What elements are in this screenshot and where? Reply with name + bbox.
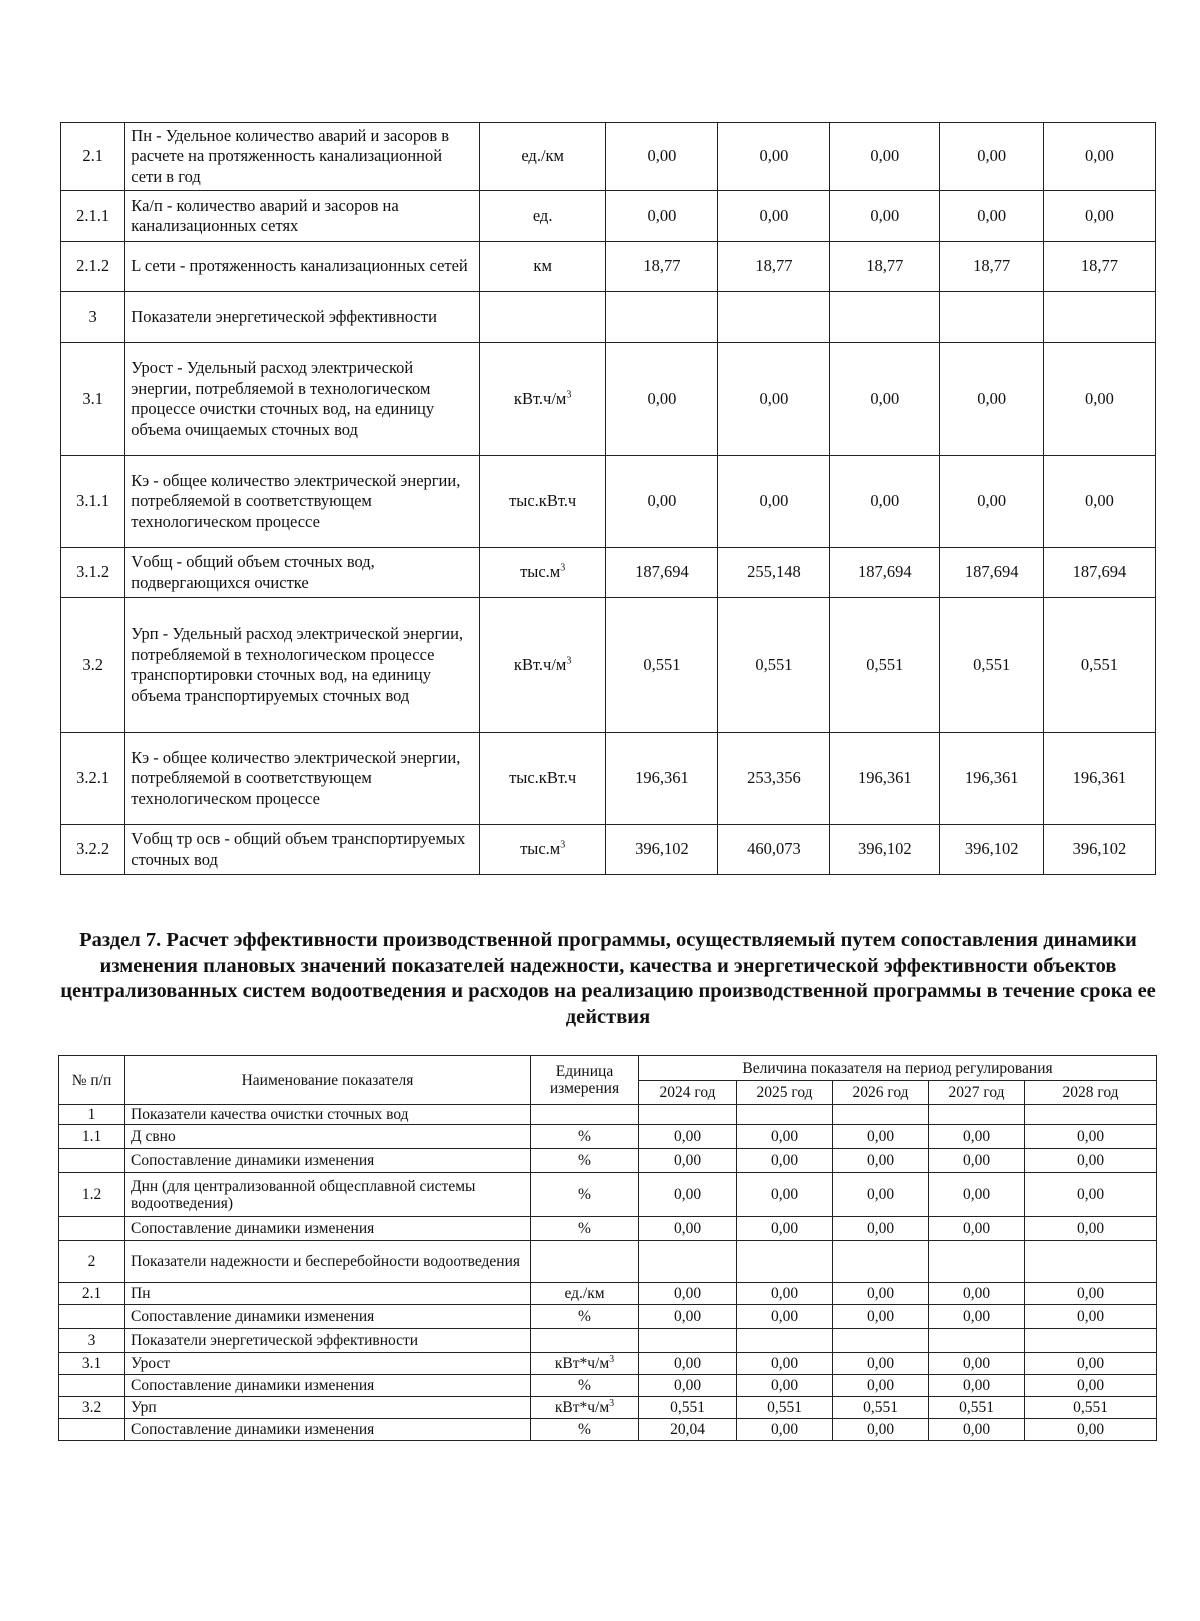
value-2026 [833, 1105, 929, 1125]
value-2025: 0,00 [737, 1173, 833, 1217]
table-row [59, 1419, 1157, 1441]
value-2026: 0,00 [833, 1217, 929, 1241]
indicator-name: Сопоставление динамики изменения [125, 1217, 531, 1241]
unit-cell [531, 1353, 639, 1375]
value-2024: 0,551 [639, 1397, 737, 1419]
value-2024: 0,00 [639, 1283, 737, 1305]
value-2028: 0,00 [1025, 1283, 1157, 1305]
value-2027: 0,00 [940, 191, 1044, 242]
value-2027: 0,00 [929, 1125, 1025, 1149]
value-2026: 0,551 [833, 1397, 929, 1419]
value-2028: 0,00 [1043, 191, 1155, 242]
row-number: 2.1 [59, 1283, 125, 1305]
value-2026: 0,00 [833, 1125, 929, 1149]
unit-text: % [578, 1186, 591, 1203]
value-2026: 0,00 [830, 456, 940, 548]
value-2026 [833, 1241, 929, 1283]
indicator-name: Пн [125, 1283, 531, 1305]
row-number: 2 [59, 1241, 125, 1283]
indicator-name: Сопоставление динамики изменения [125, 1149, 531, 1173]
value-2024: 0,00 [606, 456, 718, 548]
indicator-name: Пн - Удельное количество аварий и засоров в расчете на протяженность канализационной сети в год [125, 123, 480, 191]
value-2025: 0,00 [718, 123, 830, 191]
unit-cell [479, 548, 606, 598]
row-number [59, 1419, 125, 1441]
value-2027: 396,102 [940, 825, 1044, 875]
value-2024: 0,00 [639, 1375, 737, 1397]
value-2025: 0,00 [737, 1419, 833, 1441]
value-2028: 0,00 [1043, 343, 1155, 456]
value-2026: 0,00 [833, 1419, 929, 1441]
table-row [61, 733, 1156, 825]
indicator-name: Показатели энергетической эффективности [125, 1329, 531, 1353]
section-heading: Раздел 7. Расчет эффективности производственной программы, осуществляемый путем сопоставления динамики изменения плановых значений показателей надежности, качества и энергетической эффективности объектов централизованных систем водоотведения и расходов на реализацию производственной программы в течение срока ее действия [60, 929, 1156, 1028]
row-number: 2.1.1 [61, 191, 125, 242]
table-row [61, 548, 1156, 598]
unit-text: % [578, 1128, 591, 1145]
value-2024: 0,00 [606, 123, 718, 191]
value-2026: 0,00 [833, 1375, 929, 1397]
indicator-name: Сопоставление динамики изменения [125, 1419, 531, 1441]
table-row [59, 1397, 1157, 1419]
value-2027: 0,00 [940, 123, 1044, 191]
indicator-name: Показатели качества очистки сточных вод [125, 1105, 531, 1125]
table-row [61, 825, 1156, 875]
table-row [61, 343, 1156, 456]
value-2028: 196,361 [1043, 733, 1155, 825]
row-number: 3.2.1 [61, 733, 125, 825]
indicator-name: Урп [125, 1397, 531, 1419]
indicator-name: Показатели надежности и бесперебойности водоотведения [125, 1241, 531, 1283]
value-2025: 460,073 [718, 825, 830, 875]
value-2028: 0,00 [1025, 1353, 1157, 1375]
value-2026: 196,361 [830, 733, 940, 825]
value-2027: 0,551 [929, 1397, 1025, 1419]
unit-cell [479, 191, 606, 242]
value-2027: 0,00 [929, 1173, 1025, 1217]
value-2025: 0,00 [737, 1353, 833, 1375]
row-number: 3.2 [59, 1397, 125, 1419]
row-number: 3.1.1 [61, 456, 125, 548]
row-number [59, 1217, 125, 1241]
indicator-name: L сети - протяженность канализационных сетей [125, 242, 480, 292]
value-2027: 0,00 [929, 1375, 1025, 1397]
unit-cell [531, 1173, 639, 1217]
value-2025: 0,00 [737, 1125, 833, 1149]
row-number: 1 [59, 1105, 125, 1125]
unit-cell [531, 1329, 639, 1353]
value-2024 [639, 1329, 737, 1353]
value-2024: 18,77 [606, 242, 718, 292]
value-2024: 0,00 [639, 1305, 737, 1329]
value-2025: 0,00 [737, 1375, 833, 1397]
header-year-2024: 2024 год [639, 1081, 737, 1105]
value-2028: 18,77 [1043, 242, 1155, 292]
unit-text: ед./км [564, 1285, 605, 1302]
value-2026: 0,00 [830, 343, 940, 456]
table-row [61, 242, 1156, 292]
unit-text: кВт*ч/м [554, 1355, 610, 1372]
indicator-name: Урост [125, 1353, 531, 1375]
unit-text: кВт.ч/м [513, 654, 567, 674]
unit-superscript: 3 [566, 655, 572, 667]
table-row [59, 1217, 1157, 1241]
value-2026: 396,102 [830, 825, 940, 875]
value-2027 [929, 1241, 1025, 1283]
unit-text: % [578, 1152, 591, 1169]
row-number: 3.1.2 [61, 548, 125, 598]
value-2028: 0,00 [1025, 1173, 1157, 1217]
header-number: № п/п [59, 1056, 125, 1105]
value-2028: 0,551 [1025, 1397, 1157, 1419]
unit-text: тыс.кВт.ч [509, 768, 577, 788]
unit-cell [531, 1397, 639, 1419]
unit-cell [531, 1305, 639, 1329]
indicator-name: Кэ - общее количество электрической энергии, потребляемой в соответствующем технологическом процессе [125, 733, 480, 825]
value-2025: 0,00 [737, 1305, 833, 1329]
efficiency-table [58, 1055, 1157, 1441]
value-2025: 255,148 [718, 548, 830, 598]
value-2026: 0,00 [833, 1283, 929, 1305]
value-2028 [1025, 1105, 1157, 1125]
row-number: 2.1.2 [61, 242, 125, 292]
header-year-2028: 2028 год [1025, 1081, 1157, 1105]
unit-cell [531, 1375, 639, 1397]
table-row [59, 1353, 1157, 1375]
value-2028: 396,102 [1043, 825, 1155, 875]
table-row [61, 598, 1156, 733]
value-2028: 0,551 [1043, 598, 1155, 733]
indicator-name: Vобщ тр осв - общий объем транспортируемых сточных вод [125, 825, 480, 875]
value-2027: 0,551 [940, 598, 1044, 733]
value-2028: 0,00 [1025, 1375, 1157, 1397]
table-row [61, 456, 1156, 548]
table-row [59, 1329, 1157, 1353]
header-period: Величина показателя на период регулирования [639, 1056, 1157, 1081]
indicator-name: Vобщ - общий объем сточных вод, подвергающихся очистке [125, 548, 480, 598]
row-number: 3.1 [59, 1353, 125, 1375]
value-2025: 0,00 [718, 456, 830, 548]
value-2026: 0,00 [833, 1149, 929, 1173]
table-row [59, 1283, 1157, 1305]
value-2026: 0,00 [830, 123, 940, 191]
value-2024: 20,04 [639, 1419, 737, 1441]
unit-text: % [578, 1421, 591, 1438]
row-number: 2.1 [61, 123, 125, 191]
indicator-name: Кэ - общее количество электрической энергии, потребляемой в соответствующем технологическом процессе [125, 456, 480, 548]
value-2027: 0,00 [929, 1419, 1025, 1441]
value-2028 [1043, 292, 1155, 343]
unit-cell [531, 1419, 639, 1441]
indicator-name: Показатели энергетической эффективности [125, 292, 480, 343]
value-2026: 18,77 [830, 242, 940, 292]
row-number: 3.2.2 [61, 825, 125, 875]
indicator-name: Ка/п - количество аварий и засоров на канализационных сетях [125, 191, 480, 242]
row-number: 3.2 [61, 598, 125, 733]
value-2028: 0,00 [1025, 1149, 1157, 1173]
unit-cell [479, 242, 606, 292]
header-unit: Единица измерения [531, 1056, 639, 1105]
indicator-name: Урост - Удельный расход электрической энергии, потребляемой в технологическом процессе очистки сточных вод, на единицу объема очищаемых сточных вод [125, 343, 480, 456]
value-2028: 0,00 [1025, 1305, 1157, 1329]
value-2027: 0,00 [929, 1353, 1025, 1375]
header-year-2026: 2026 год [833, 1081, 929, 1105]
value-2026: 0,00 [833, 1353, 929, 1375]
value-2025 [718, 292, 830, 343]
unit-text: % [578, 1377, 591, 1394]
value-2028: 0,00 [1025, 1217, 1157, 1241]
unit-text: % [578, 1220, 591, 1237]
unit-cell [479, 123, 606, 191]
value-2025: 253,356 [718, 733, 830, 825]
value-2024: 0,551 [606, 598, 718, 733]
row-number [59, 1149, 125, 1173]
value-2026 [833, 1329, 929, 1353]
value-2024: 0,00 [639, 1125, 737, 1149]
unit-cell [531, 1217, 639, 1241]
value-2024: 0,00 [606, 191, 718, 242]
unit-text: км [533, 256, 552, 276]
unit-cell [531, 1125, 639, 1149]
indicator-name: Урп - Удельный расход электрической энергии, потребляемой в технологическом процессе транспортировки сточных вод, на единицу объема транспортируемых сточных вод [125, 598, 480, 733]
value-2027: 0,00 [940, 343, 1044, 456]
indicator-name: Сопоставление динамики изменения [125, 1305, 531, 1329]
header-indicator-name: Наименование показателя [125, 1056, 531, 1105]
value-2028: 0,00 [1025, 1419, 1157, 1441]
indicators-table-continued [60, 122, 1156, 875]
row-number: 1.2 [59, 1173, 125, 1217]
indicator-name: Сопоставление динамики изменения [125, 1375, 531, 1397]
unit-text: ед./км [521, 146, 564, 166]
row-number: 3 [59, 1329, 125, 1353]
table-row [59, 1241, 1157, 1283]
value-2025: 0,00 [718, 191, 830, 242]
unit-cell [531, 1105, 639, 1125]
value-2026: 0,551 [830, 598, 940, 733]
value-2027: 0,00 [929, 1217, 1025, 1241]
unit-text: тыс.м [520, 839, 561, 859]
unit-text: кВт*ч/м [554, 1399, 610, 1416]
value-2025 [737, 1329, 833, 1353]
value-2027: 0,00 [929, 1305, 1025, 1329]
unit-cell [531, 1283, 639, 1305]
unit-text: тыс.м [520, 562, 561, 582]
value-2025: 0,00 [737, 1217, 833, 1241]
row-number [59, 1375, 125, 1397]
unit-superscript: 3 [560, 562, 566, 574]
table-row [61, 191, 1156, 242]
table-row [59, 1149, 1157, 1173]
value-2027 [940, 292, 1044, 343]
table-row [59, 1305, 1157, 1329]
value-2027 [929, 1105, 1025, 1125]
value-2024 [639, 1105, 737, 1125]
table-row [61, 292, 1156, 343]
value-2025: 0,551 [737, 1397, 833, 1419]
row-number: 3 [61, 292, 125, 343]
unit-cell [479, 343, 606, 456]
value-2024 [639, 1241, 737, 1283]
value-2026 [830, 292, 940, 343]
efficiency-table-header [59, 1056, 1157, 1105]
row-number: 1.1 [59, 1125, 125, 1149]
value-2024: 0,00 [606, 343, 718, 456]
value-2026: 0,00 [833, 1305, 929, 1329]
value-2027: 0,00 [929, 1283, 1025, 1305]
unit-cell [531, 1149, 639, 1173]
unit-cell [479, 292, 606, 343]
value-2024: 0,00 [639, 1353, 737, 1375]
header-year-2027: 2027 год [929, 1081, 1025, 1105]
value-2024: 0,00 [639, 1217, 737, 1241]
value-2024: 0,00 [639, 1173, 737, 1217]
value-2028 [1025, 1329, 1157, 1353]
unit-text: ед. [532, 205, 553, 225]
unit-text: % [578, 1308, 591, 1325]
value-2025: 0,00 [737, 1149, 833, 1173]
unit-cell [479, 825, 606, 875]
row-number: 3.1 [61, 343, 125, 456]
value-2025: 0,00 [737, 1283, 833, 1305]
value-2025: 0,551 [718, 598, 830, 733]
unit-text: тыс.кВт.ч [509, 491, 577, 511]
value-2026: 0,00 [830, 191, 940, 242]
value-2027: 187,694 [940, 548, 1044, 598]
unit-superscript: 3 [560, 839, 566, 851]
upper-table-body [61, 123, 1156, 875]
value-2027: 0,00 [929, 1149, 1025, 1173]
unit-superscript: 3 [566, 389, 572, 401]
value-2027: 18,77 [940, 242, 1044, 292]
value-2027: 0,00 [940, 456, 1044, 548]
indicator-name: Днн (для централизованной общесплавной системы водоотведения) [125, 1173, 531, 1217]
value-2028: 0,00 [1025, 1125, 1157, 1149]
unit-text: кВт.ч/м [513, 388, 567, 408]
value-2025: 18,77 [718, 242, 830, 292]
value-2025: 0,00 [718, 343, 830, 456]
value-2028 [1025, 1241, 1157, 1283]
value-2024: 396,102 [606, 825, 718, 875]
value-2025 [737, 1241, 833, 1283]
header-row [59, 1056, 1157, 1081]
value-2028: 187,694 [1043, 548, 1155, 598]
table-row [59, 1105, 1157, 1125]
value-2024: 0,00 [639, 1149, 737, 1173]
unit-superscript: 3 [609, 1353, 615, 1365]
unit-cell [531, 1241, 639, 1283]
value-2026: 0,00 [833, 1173, 929, 1217]
value-2024: 196,361 [606, 733, 718, 825]
value-2027: 196,361 [940, 733, 1044, 825]
table-row [59, 1375, 1157, 1397]
table-row [59, 1125, 1157, 1149]
indicator-name: Д свно [125, 1125, 531, 1149]
value-2028: 0,00 [1043, 456, 1155, 548]
value-2026: 187,694 [830, 548, 940, 598]
unit-cell [479, 456, 606, 548]
row-number [59, 1305, 125, 1329]
unit-superscript: 3 [609, 1397, 615, 1409]
table-row [59, 1173, 1157, 1217]
unit-cell [479, 598, 606, 733]
value-2024: 187,694 [606, 548, 718, 598]
unit-cell [479, 733, 606, 825]
header-year-2025: 2025 год [737, 1081, 833, 1105]
table-row [61, 123, 1156, 191]
value-2027 [929, 1329, 1025, 1353]
value-2024 [606, 292, 718, 343]
efficiency-table-body [59, 1105, 1157, 1441]
value-2025 [737, 1105, 833, 1125]
value-2028: 0,00 [1043, 123, 1155, 191]
